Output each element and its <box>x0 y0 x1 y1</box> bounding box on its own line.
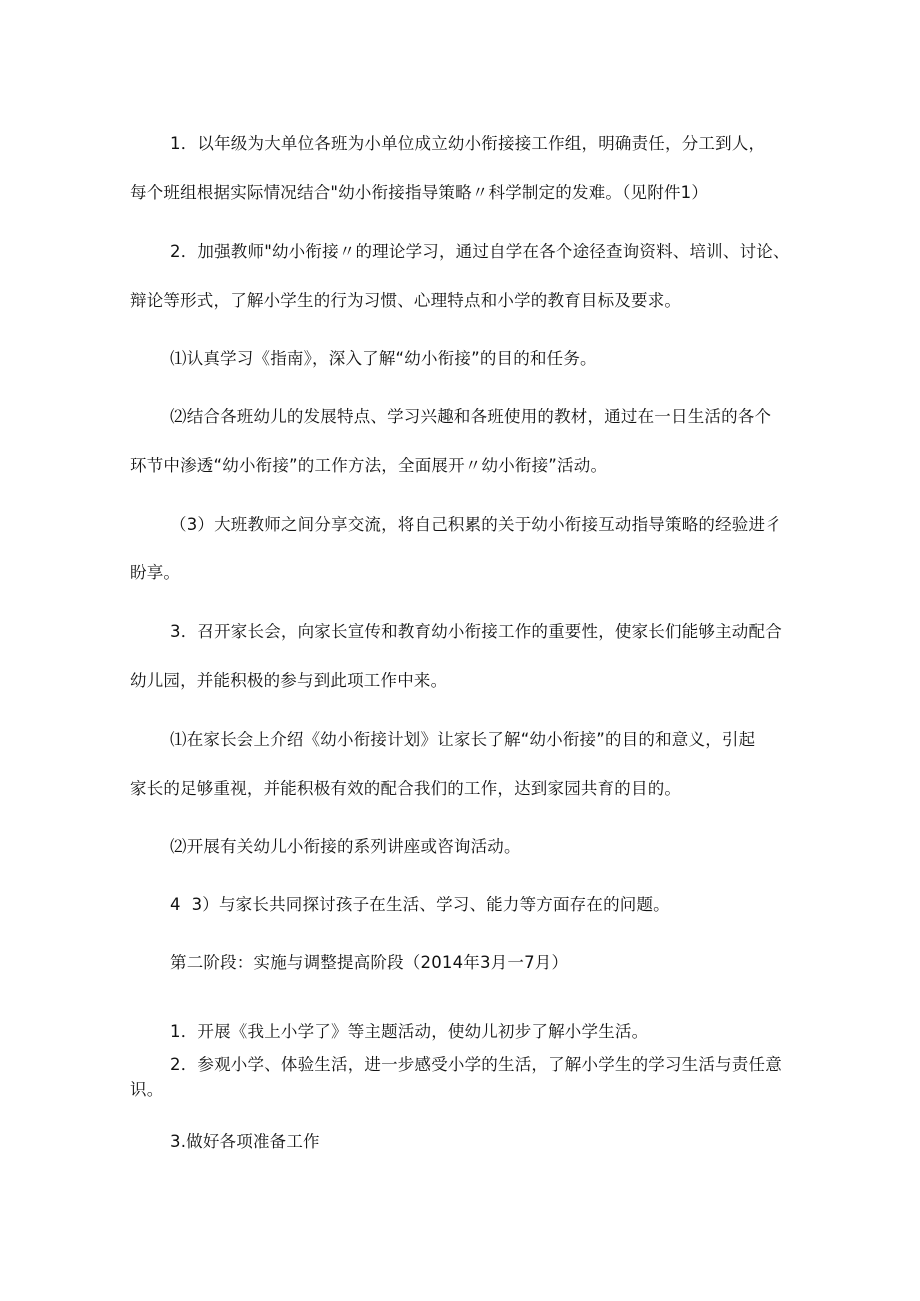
paragraph-7-line-1: ⑴在家长会上介绍《幼小衔接计划》让家长了解“幼小衔接”的目的和意义，引起 <box>170 730 756 749</box>
section-heading-stage-2: 第二阶段：实施与调整提高阶段（2014年3月一7月） <box>170 953 569 972</box>
paragraph-6-line-1: 3．召开家长会，向家长宣传和教育幼小衔接工作的重要性，使家长们能够主动配合 <box>170 622 782 641</box>
paragraph-6-line-2: 幼儿园，并能积极的参与到此项工作中来。 <box>130 671 448 690</box>
paragraph-5-line-1: （3）大班教师之间分享交流，将自己积累的关于幼小衔接互动指导策略的经验进彳 <box>170 515 782 534</box>
paragraph-1-line-2: 每个班组根据实际情况结合"幼小衔接指导策略〃科学制定的发难。（见附件1） <box>130 183 709 202</box>
paragraph-9-line-1: 4 3）与家长共同探讨孩子在生活、学习、能力等方面存在的问题。 <box>170 895 670 914</box>
paragraph-7-line-2: 家长的足够重视，并能积极有效的配合我们的工作，达到家园共育的目的。 <box>130 779 682 798</box>
paragraph-5-line-2: 盼享。 <box>130 563 181 582</box>
paragraph-2-line-2: 辩论等形式，了解小学生的行为习惯、心理特点和小学的教育目标及要求。 <box>130 291 682 310</box>
paragraph-4-line-1: ⑵结合各班幼儿的发展特点、学习兴趣和各班使用的教材，通过在一日生活的各个 <box>170 407 772 426</box>
paragraph-2-line-1: 2．加强教师"幼小衔接〃的理论学习，通过自学在各个途径查询资料、培训、讨论、 <box>170 242 790 261</box>
paragraph-1-line-1: 1．以年级为大单位各班为小单位成立幼小衔接接工作组，明确责任，分工到人， <box>170 134 766 153</box>
paragraph-8-line-1: ⑵开展有关幼儿小衔接的系列讲座或咨询活动。 <box>170 837 521 856</box>
paragraph-3-line-1: ⑴认真学习《指南》，深入了解“幼小衔接”的目的和任务。 <box>170 349 597 368</box>
paragraph-12-line-1: 2．参观小学、体验生活，进一步感受小学的生活，了解小学生的学习生活与责任意 <box>170 1055 782 1074</box>
paragraph-4-line-2: 环节中渗透“幼小衔接”的工作方法，全面展开〃幼小衔接”活动。 <box>130 456 608 475</box>
paragraph-11-line-1: 1．开展《我上小学了》等主题活动，使幼儿初步了解小学生活。 <box>170 1022 649 1041</box>
paragraph-13-line-1: 3.做好各项准备工作 <box>170 1132 320 1151</box>
paragraph-12-line-2: 识。 <box>130 1080 164 1099</box>
